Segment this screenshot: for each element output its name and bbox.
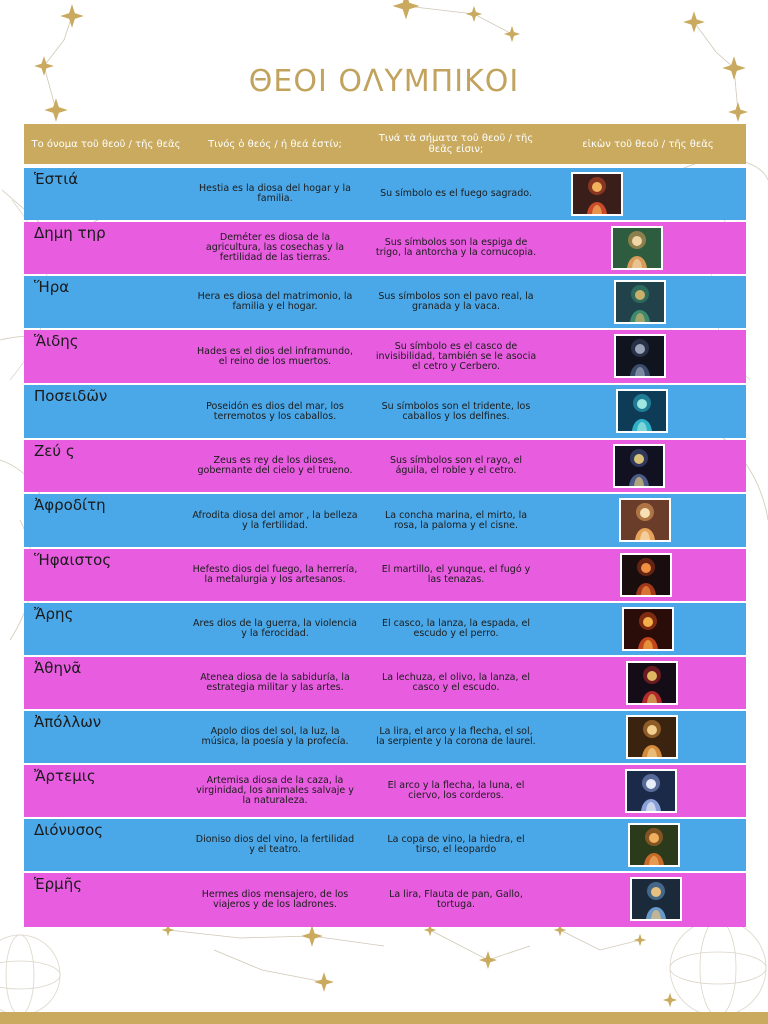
hephaestus-portrait — [620, 553, 672, 597]
god-symbols: Sus símbolos son el rayo, el águila, el roble y el cetro. — [389, 455, 523, 476]
table-row — [24, 765, 746, 817]
header-image: εἰκὼν τοῦ θεοῦ / τῆς θεᾶς — [582, 138, 714, 150]
image-cell — [550, 819, 746, 871]
artemis-portrait — [625, 769, 677, 813]
zeus-portrait — [613, 444, 665, 488]
god-name: Ἑρμῆς — [34, 875, 83, 893]
image-cell — [550, 657, 746, 709]
god-description: Hefesto dios del fuego, la herrería, la metalurgia y los artesanos. — [192, 564, 358, 585]
image-cell — [550, 276, 746, 328]
dionysus-portrait — [628, 823, 680, 867]
god-symbols: Su símbolo es el casco de invisibilidad, también se le asocia el cetro y Cerbero. — [375, 340, 537, 372]
god-description: Deméter es diosa de la agricultura, las cosechas y la fertilidad de las tierras. — [205, 232, 345, 263]
image-cell — [550, 494, 746, 547]
god-name: Ἑστιά — [34, 170, 79, 188]
table-row — [24, 711, 746, 763]
athena-portrait — [626, 661, 678, 705]
header-who: Τινός ὁ θεός / ἡ θεά ἐστίν; — [208, 138, 342, 150]
god-description: Afrodita diosa del amor , la belleza y la fertilidad. — [192, 509, 358, 531]
god-symbols: Sus símbolos son la espiga de trigo, la antorcha y la cornucopia. — [375, 237, 537, 258]
god-symbols: La lira, el arco y la flecha, el sol, la serpiente y la corona de laurel. — [376, 726, 536, 747]
table-row — [24, 603, 746, 655]
god-name: Ἄρης — [34, 605, 74, 623]
god-name: Ἀφροδίτη — [34, 496, 106, 514]
table-row — [24, 276, 746, 328]
god-symbols: El martillo, el yunque, el fugó y las tenazas. — [381, 564, 531, 585]
god-symbols: El casco, la lanza, la espada, el escudo y el perro. — [381, 618, 531, 639]
god-symbols: Su símbolo es el fuego sagrado. — [380, 188, 532, 199]
demeter-portrait — [611, 226, 663, 270]
image-cell — [550, 873, 746, 927]
god-description: Hermes dios mensajero, de los viajeros y de los ladrones. — [201, 889, 349, 910]
image-cell — [550, 385, 746, 438]
header-name: Το όνομα τοῦ θεοῦ / τῆς θεᾶς — [31, 138, 181, 150]
god-name: Ἀπόλλων — [34, 713, 102, 731]
table-row — [24, 440, 746, 492]
image-cell — [550, 168, 746, 220]
god-symbols: La lechuza, el olivo, la lanza, el casco y el escudo. — [381, 672, 531, 693]
god-description: Hades es el dios del inframundo, el reino de los muertos. — [196, 345, 353, 367]
table-row — [24, 819, 746, 871]
god-description: Ares dios de la guerra, la violencia y la ferocidad. — [193, 618, 357, 639]
header-symbols: Τινά τὰ σήματα τοῦ θεοῦ / τῆς θεᾶς εἰσιν; — [378, 133, 534, 155]
poseidon-portrait — [616, 389, 668, 433]
god-name: Ζεύ ς — [34, 442, 75, 460]
god-symbols: La concha marina, el mirto, la rosa, la paloma y el cisne. — [384, 509, 528, 531]
hera-portrait — [614, 280, 666, 324]
god-symbols: Su símbolos son el tridente, los caballos y los delfines. — [381, 400, 531, 422]
image-cell — [550, 603, 746, 655]
god-symbols: El arco y la flecha, la luna, el ciervo, los corderos. — [387, 780, 525, 801]
apollo-portrait — [626, 715, 678, 759]
image-cell — [550, 765, 746, 817]
god-description: Hestia es la diosa del hogar y la familia. — [199, 183, 351, 204]
page-title: ΘΕΟΙ ΟΛΥΜΠΙΚΟΙ — [248, 64, 520, 99]
god-symbols: Sus símbolos son el pavo real, la granada y la vaca. — [378, 291, 534, 312]
table-row — [24, 330, 746, 383]
god-symbols: La lira, Flauta de pan, Gallo, tortuga. — [389, 889, 523, 910]
table-row — [24, 494, 746, 547]
hades-portrait — [614, 334, 666, 378]
table-row — [24, 657, 746, 709]
table-row — [24, 168, 746, 220]
hermes-portrait — [630, 877, 682, 921]
god-description: Atenea diosa de la sabiduría, la estrategia militar y las artes. — [200, 672, 350, 693]
table-row — [24, 873, 746, 927]
image-cell — [550, 330, 746, 383]
god-name: Ποσειδῶν — [34, 387, 108, 405]
god-name: Ἅιδης — [34, 332, 79, 350]
god-description: Hera es diosa del matrimonio, la familia y el hogar. — [197, 291, 353, 312]
god-name: Ἥρα — [34, 278, 70, 296]
image-cell — [550, 549, 746, 601]
god-name: Διόνυσος — [34, 821, 104, 839]
god-symbols: La copa de vino, la hiedra, el tirso, el leopardo — [387, 834, 525, 855]
god-name: Ἥφαιστος — [34, 551, 112, 569]
god-name: Ἀθηνᾶ — [34, 659, 82, 677]
image-cell — [550, 711, 746, 763]
god-description: Apolo dios del sol, la luz, la música, la poesía y la profecía. — [201, 726, 349, 747]
table-row — [24, 549, 746, 601]
aphrodite-portrait — [619, 498, 671, 542]
god-description: Zeus es rey de los dioses, gobernante del cielo y el trueno. — [197, 455, 353, 476]
god-name: Ἄρτεμις — [34, 767, 96, 785]
table-row — [24, 222, 746, 274]
footer-bar — [0, 1012, 768, 1024]
table-header — [24, 124, 746, 164]
table-row — [24, 385, 746, 438]
god-description: Dioniso dios del vino, la fertilidad y el teatro. — [195, 834, 355, 855]
god-name: Δημη τηρ — [34, 224, 106, 242]
image-cell — [550, 222, 746, 274]
god-description: Artemisa diosa de la caza, la virginidad, los animales salvaje y la naturaleza. — [196, 775, 354, 806]
god-description: Poseidón es dios del mar, los terremotos y los caballos. — [206, 400, 344, 422]
image-cell — [550, 440, 746, 492]
hestia-portrait — [571, 172, 623, 216]
ares-portrait — [622, 607, 674, 651]
